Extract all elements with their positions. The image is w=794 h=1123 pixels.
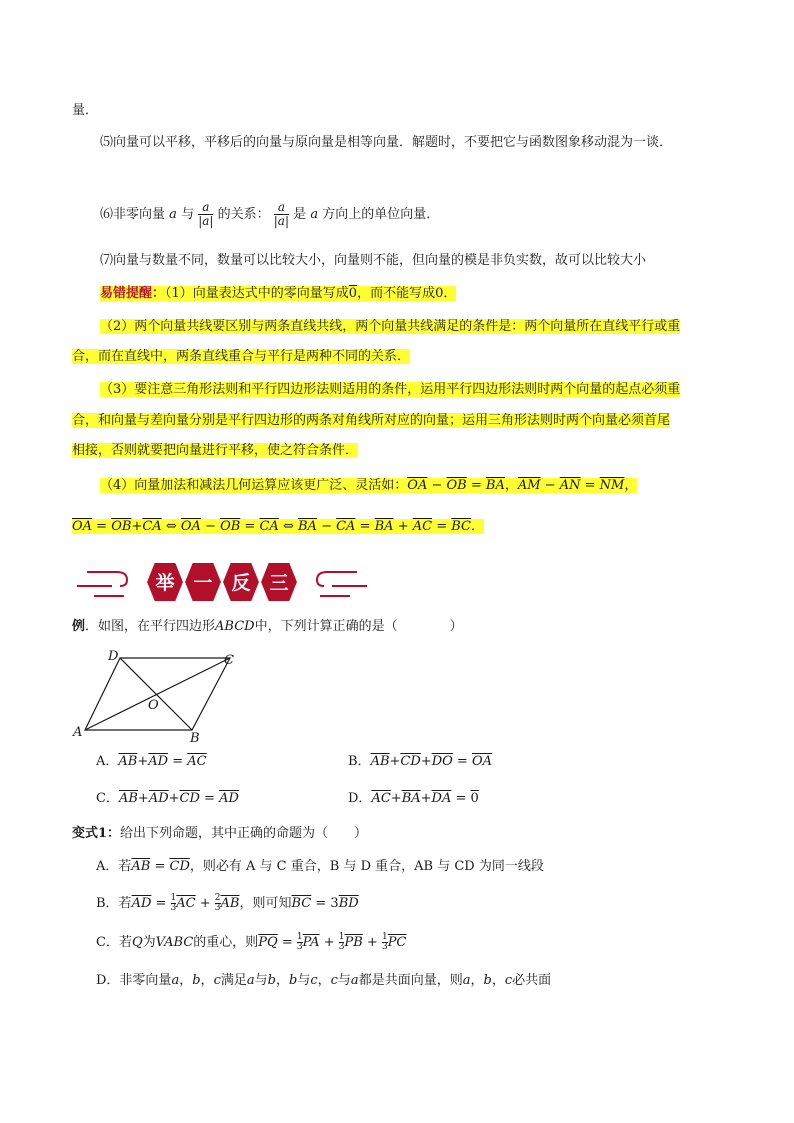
- vec: $\overline{BA}$: [297, 519, 317, 534]
- choice-label: B．: [348, 754, 371, 769]
- vec: a: [462, 973, 471, 988]
- sep: ，: [491, 973, 505, 988]
- frac-num: a: [198, 201, 213, 215]
- banner-char-4: 三: [269, 572, 289, 594]
- vec: $\overline{PA}$: [302, 935, 320, 950]
- vec: b: [483, 973, 492, 988]
- choice-a[interactable]: [96, 753, 207, 771]
- op: ⇔: [161, 519, 181, 534]
- op: =: [432, 519, 452, 534]
- section-banner: [72, 552, 372, 612]
- p6-unit-fraction-2: [274, 201, 289, 228]
- p6-vec-a: a: [169, 207, 177, 222]
- vec: $\overline{PQ}$: [258, 935, 278, 950]
- vec: $\overline{CA}$: [142, 519, 162, 534]
- p6-mid1: 与: [181, 207, 195, 222]
- vec: $\overline{CA}$: [259, 519, 279, 534]
- triangle: VABC: [155, 935, 194, 950]
- vec: $\overline{DA}$: [431, 791, 452, 806]
- p6-mid4: 方向上的单位向量．: [322, 207, 440, 222]
- warning-text-1b: ，而不能写成: [357, 286, 436, 301]
- end: ．: [471, 519, 485, 534]
- op: +: [137, 791, 149, 806]
- choice-text: 与: [337, 973, 351, 988]
- warning-text-1c: ．: [443, 286, 457, 301]
- choice-label: C．: [96, 791, 119, 806]
- warning-line-3a: [100, 381, 680, 399]
- vec: $\overline{AB}$: [118, 754, 138, 769]
- warning-formula-line: [72, 518, 484, 536]
- frac-den: 3: [338, 942, 345, 952]
- vec: $\overline{CA}$: [336, 519, 356, 534]
- frac-den: 3: [381, 942, 388, 952]
- vec: b: [288, 973, 298, 988]
- vec: $\overline{DO}$: [431, 754, 453, 769]
- banner-char-2: 一: [193, 572, 213, 594]
- vec: a: [171, 973, 180, 988]
- sep: ，: [200, 973, 214, 988]
- op: −: [540, 478, 560, 493]
- op: =: [240, 519, 260, 534]
- op: +: [393, 519, 413, 534]
- example-text-2: 中，下列计算正确的是（ ）: [254, 619, 463, 634]
- variant-label: 变式1：: [72, 826, 121, 841]
- vec: $\overline{CD}$: [169, 859, 190, 874]
- warning-text-3a: （3）要注意三角形法则和平行四边形法则适用的条件，运用平行四边形法则时两个向量的起点必须重: [100, 382, 681, 397]
- vec: a: [246, 973, 255, 988]
- vec: $\overline{OB}$: [446, 478, 467, 493]
- frac-num: 1: [338, 932, 345, 942]
- banner-swirl-left: [77, 572, 127, 596]
- op: =: [451, 791, 471, 806]
- warning-line-2a: [100, 318, 680, 336]
- vec: $\overline{OA}$: [180, 519, 201, 534]
- diagonal-bd: [120, 658, 192, 730]
- sep: ，: [624, 478, 638, 493]
- variant-choice-a[interactable]: [96, 858, 544, 876]
- op: +: [168, 791, 180, 806]
- warning-line-3b: [72, 412, 670, 430]
- label-d: D: [108, 649, 119, 664]
- example-question: [72, 618, 463, 636]
- vec: $\overline{CD}$: [400, 754, 421, 769]
- frac-den: 3: [170, 903, 177, 913]
- vec: $\overline{AB}$: [131, 859, 151, 874]
- choice-b[interactable]: [348, 753, 492, 771]
- op: +: [389, 754, 401, 769]
- p6-mid2: 的关系：: [217, 207, 270, 222]
- variant-choice-d[interactable]: [96, 972, 551, 990]
- sep: ，: [470, 973, 484, 988]
- vec: $\overline{OA}$: [407, 478, 428, 493]
- point-6: [100, 200, 439, 230]
- op: =: [277, 935, 297, 950]
- parallelogram-figure: [72, 646, 252, 746]
- warning-text-3c: 相接，否则就要把向量进行平移，使之符合条件．: [72, 443, 359, 458]
- vec: $\overline{AD}$: [148, 791, 169, 806]
- vec: $\overline{NM}$: [599, 478, 625, 493]
- frac-den: 3: [214, 903, 221, 913]
- frac-den: 3: [296, 942, 303, 952]
- op: −: [200, 519, 221, 534]
- point-5: ⑸向量可以平移，平移后的向量与原向量是相等向量．解题时，不要把它与函数图象移动混为一谈．: [100, 135, 673, 150]
- choice-text: ，则可知: [239, 896, 292, 911]
- choice-text: 都是共面向量，则: [358, 973, 463, 988]
- diagonal-ac: [85, 658, 230, 730]
- variant-text: 给出下列命题，其中正确的命题为（ ）: [120, 826, 368, 841]
- vec: $\overline{AN}$: [559, 478, 581, 493]
- vec: $\overline{OA}$: [72, 519, 93, 534]
- frac-den: |a|: [273, 214, 290, 228]
- op: =: [466, 478, 486, 493]
- frac-num: 1: [381, 932, 388, 942]
- frac-num: a: [274, 201, 289, 215]
- warning-text-1: （1）向量表达式中的零向量写成: [165, 286, 349, 301]
- op: =: [355, 519, 375, 534]
- vec: c: [330, 973, 338, 988]
- vec: c: [504, 973, 513, 988]
- warning-text-3b: 合，和向量与差向量分别是平行四边形的两条对角线所对应的向量；运用三角形法则时两个向量必须首尾: [72, 413, 671, 428]
- variant-question: [72, 825, 367, 843]
- warning-line-3c: [72, 442, 358, 460]
- choice-c[interactable]: [96, 790, 239, 808]
- choice-text: 必共面: [512, 973, 552, 988]
- variant-choice-c[interactable]: [96, 931, 406, 955]
- vec: $\overline{BD}$: [338, 896, 359, 911]
- warning-label: 易错提醒：: [100, 286, 166, 301]
- vec: $\overline{BA}$: [485, 478, 505, 493]
- example-shape: ABCD: [215, 619, 255, 634]
- choice-text: 与: [297, 973, 311, 988]
- example-label: 例: [72, 619, 86, 634]
- vec: $\overline{OA}$: [471, 754, 493, 769]
- p6-mid3: 是: [293, 207, 307, 222]
- choice-label: D．非零向量: [96, 973, 172, 988]
- choice-text: 为: [142, 935, 156, 950]
- label-a: A: [73, 725, 83, 740]
- p6-unit-fraction-1: [198, 201, 213, 228]
- sep: ，: [317, 973, 331, 988]
- choice-label: A．: [96, 754, 119, 769]
- vec: $\overline{AD}$: [148, 754, 169, 769]
- continued-text: 量．: [72, 103, 99, 118]
- op: =: [92, 519, 112, 534]
- frac-num: 2: [214, 893, 221, 903]
- warning-text-2a: （2）两个向量共线要区别与两条直线共线，两个向量共线满足的条件是：两个向量所在直线平行或重: [100, 319, 681, 334]
- vec: $\overline{OB}$: [220, 519, 241, 534]
- op: =: [580, 478, 600, 493]
- sep: ，: [504, 478, 518, 493]
- choice-text: 满足: [220, 973, 247, 988]
- vec: c: [213, 973, 221, 988]
- vec: $\overline{PB}$: [344, 935, 363, 950]
- choice-label: D．: [348, 791, 372, 806]
- vec: $\overline{AD}$: [131, 896, 152, 911]
- choice-label: B．若: [96, 896, 132, 911]
- p6-prefix: ⑹非零向量: [100, 207, 166, 222]
- vec: $\overline{AM}$: [517, 478, 541, 493]
- choice-label: A．若: [96, 859, 132, 874]
- frac-num: 1: [170, 893, 177, 903]
- op: +: [195, 896, 215, 911]
- vec: $\overline{OB}$: [111, 519, 132, 534]
- example-text: ．如图，在平行四边形: [85, 619, 216, 634]
- frac-den: |a|: [198, 214, 214, 228]
- vec: a: [350, 973, 359, 988]
- vec: $\overline{BA}$: [374, 519, 394, 534]
- op: ⇔: [278, 519, 298, 534]
- op: +: [390, 791, 402, 806]
- op: =: [150, 859, 170, 874]
- op: =: [452, 754, 472, 769]
- op: +: [131, 519, 143, 534]
- op: =: [151, 896, 171, 911]
- choice-text: 的重心，则: [193, 935, 259, 950]
- sep: ，: [179, 973, 193, 988]
- p6-vec-a-2: a: [310, 207, 319, 222]
- op: +: [362, 935, 382, 950]
- zero-vector: 0: [470, 791, 479, 806]
- vec: $\overline{AC}$: [371, 791, 391, 806]
- vec: $\overline{PC}$: [387, 935, 407, 950]
- warning-line-1: [100, 285, 456, 303]
- op: = 3: [311, 896, 339, 911]
- op: =: [168, 754, 188, 769]
- warning-text-4: （4）向量加法和减法几何运算应该更广泛、灵活如：: [100, 478, 408, 493]
- banner-char-3: 反: [231, 572, 251, 594]
- choice-text: 与: [254, 973, 268, 988]
- vec: $\overline{AB}$: [118, 791, 138, 806]
- op: =: [199, 791, 220, 806]
- vec: $\overline{AC}$: [412, 519, 433, 534]
- vec: $\overline{CD}$: [179, 791, 200, 806]
- warning-line-2b: [72, 348, 410, 366]
- frac-num: 1: [296, 932, 303, 942]
- op: +: [420, 791, 432, 806]
- point-7: ⑺向量与数量不同，数量可以比较大小，向量则不能，但向量的模是非负实数，故可以比较大小: [100, 253, 647, 268]
- sep: ，: [275, 973, 289, 988]
- vec: c: [310, 973, 318, 988]
- vec: $\overline{AC}$: [187, 754, 207, 769]
- label-b: B: [190, 731, 200, 746]
- choice-label: C．若: [96, 935, 132, 950]
- variant-choice-b[interactable]: [96, 892, 359, 916]
- op: +: [420, 754, 432, 769]
- banner-swirl-right: [317, 572, 367, 596]
- warning-line-4: [100, 477, 637, 495]
- vec: $\overline{BC}$: [291, 896, 312, 911]
- vec: $\overline{AC}$: [176, 896, 196, 911]
- choice-d[interactable]: [348, 790, 479, 808]
- vec: $\overline{AB}$: [220, 896, 240, 911]
- zero-vector: 0: [348, 286, 358, 301]
- banner-char-1: 举: [155, 572, 175, 594]
- vec: $\overline{AB}$: [370, 754, 390, 769]
- vec: $\overline{BC}$: [451, 519, 472, 534]
- vec: $\overline{BA}$: [401, 791, 421, 806]
- vec: $\overline{AD}$: [219, 791, 239, 806]
- point-q: Q: [131, 935, 143, 950]
- op: +: [319, 935, 339, 950]
- choice-text: ，则必有 A 与 C 重合，B 与 D 重合，AB 与 CD 为同一线段: [189, 859, 544, 874]
- op: −: [427, 478, 447, 493]
- vec: b: [192, 973, 201, 988]
- vec: b: [267, 973, 276, 988]
- label-o: O: [148, 698, 159, 713]
- op: +: [137, 754, 149, 769]
- label-c: C: [224, 653, 234, 668]
- op: −: [316, 519, 337, 534]
- warning-text-2b: 合，而在直线中，两条直线重合与平行是两种不同的关系．: [72, 349, 411, 364]
- zero-number: 0: [435, 286, 444, 301]
